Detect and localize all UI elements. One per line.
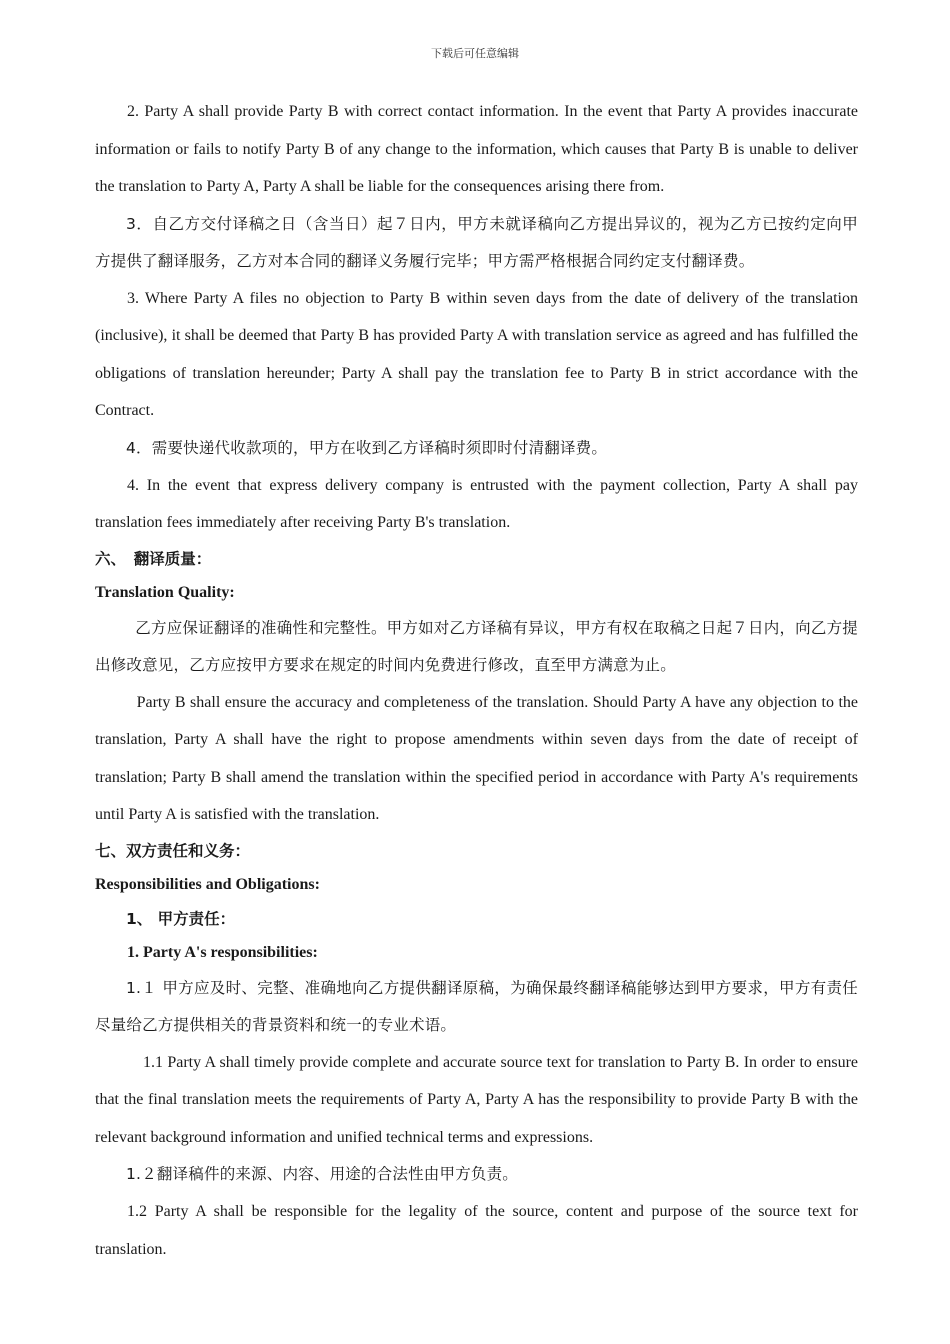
page-header-note: 下载后可任意编辑 — [431, 47, 519, 60]
clause-1-1-english: 1.1 Party A shall timely provide complete and accurate source text for translation to Party B. In order to ensure that the final translation meets the requirements of Party A, Party A has the responsibility to provide Party B with the relevant background information and unified technical terms and expressions. — [95, 1053, 858, 1146]
clause-1-2-chinese: 1.２翻译稿件的来源、内容、用途的合法性由甲方负责。 — [126, 1165, 518, 1183]
section-6-body-english: Party B shall ensure the accuracy and completeness of the translation. Should Party A have any objection to the translation, Party A shall have the right to propose amendments within seven days from the date of receipt of translation; Party B shall amend the translation within the specified period in accordance with Party A's requirements until Party A is satisfied with the translation. — [95, 693, 858, 823]
section-6-heading-chinese: 六、 翻译质量： — [95, 549, 212, 568]
section-7-1-heading-chinese: 1、 甲方责任： — [126, 909, 236, 928]
section-7-1-heading-english: 1. Party A's responsibilities: — [127, 943, 318, 961]
clause-1-2-english: 1.2 Party A shall be responsible for the legality of the source, content and purpose of the source text for translation. — [95, 1203, 858, 1258]
clause-2-english: 2. Party A shall provide Party B with correct contact information. In the event that Party A provides inaccurate information or fails to notify Party B of any change to the information, which causes that Party B is unable to deliver the translation to Party A, Party A shall be liable for the consequences arising there from. — [95, 103, 858, 195]
section-6-heading-english: Translation Quality: — [95, 583, 235, 601]
clause-3-chinese: 3．自乙方交付译稿之日（含当日）起７日内，甲方未就译稿向乙方提出异议的，视为乙方已按约定向甲方提供了翻译服务，乙方对本合同的翻译义务履行完毕；甲方需严格根据合同约定支付翻译费。 — [95, 214, 858, 270]
section-7-heading-chinese: 七、双方责任和义务： — [95, 841, 251, 860]
section-7-heading-english: Responsibilities and Obligations: — [95, 875, 320, 893]
clause-4-english: 4. In the event that express delivery company is entrusted with the payment collection, Party A shall pay translation fees immediately after receiving Party B's translation. — [95, 476, 858, 531]
document-body — [95, 93, 858, 1268]
section-6-body-chinese: 乙方应保证翻译的准确性和完整性。甲方如对乙方译稿有异议，甲方有权在取稿之日起７日内，向乙方提出修改意见，乙方应按甲方要求在规定的时间内免费进行修改，直至甲方满意为止。 — [95, 618, 858, 674]
clause-4-chinese: 4．需要快递代收款项的，甲方在收到乙方译稿时须即时付清翻译费。 — [126, 438, 608, 457]
clause-3-english: 3. Where Party A files no objection to Party B within seven days from the date of delivery of the translation (inclusive), it shall be deemed that Party B has provided Party A with translation service as agreed and has fulfilled the obligations of translation hereunder; Party A shall pay the translation fee to Party B in strict accordance with the Contract. — [95, 289, 858, 419]
clause-1-1-chinese: 1.１ 甲方应及时、完整、准确地向乙方提供翻译原稿，为确保最终翻译稿能够达到甲方要求，甲方有责任尽量给乙方提供相关的背景资料和统一的专业术语。 — [95, 978, 858, 1034]
